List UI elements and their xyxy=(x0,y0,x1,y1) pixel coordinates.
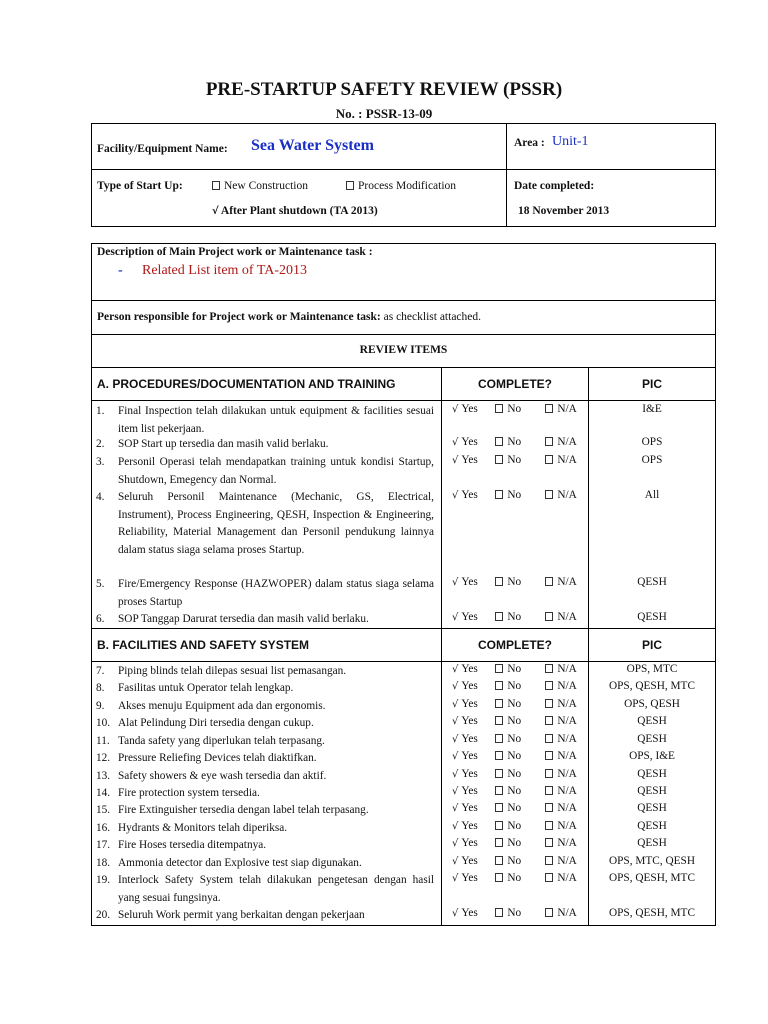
facility-value: Sea Water System xyxy=(251,137,374,154)
main-border-2 xyxy=(91,334,716,335)
complete-status xyxy=(452,489,577,501)
complete-status xyxy=(452,750,577,762)
status-yes: Yes xyxy=(461,907,478,919)
item-number: 20. xyxy=(96,909,111,921)
status-na: N/A xyxy=(557,436,577,448)
status-na: N/A xyxy=(557,698,577,710)
item-pic: OPS, QESH, MTC xyxy=(608,680,695,692)
checkbox-empty-icon xyxy=(495,873,503,882)
status-yes: Yes xyxy=(461,436,478,448)
status-na: N/A xyxy=(557,733,577,745)
complete-status xyxy=(452,837,577,849)
status-na: N/A xyxy=(557,454,577,466)
option-after-shutdown: √ After Plant shutdown (TA 2013) xyxy=(212,205,378,217)
check-icon: √ xyxy=(452,734,459,745)
item-text: Seluruh Work permit yang berkaitan dengan pekerjaan xyxy=(118,909,365,921)
person-responsible xyxy=(97,311,481,323)
check-icon: √ xyxy=(452,716,459,727)
check-icon: √ xyxy=(452,873,459,884)
status-no: No xyxy=(507,837,522,849)
main-border-top xyxy=(91,243,716,244)
info-border-bottom xyxy=(91,226,716,227)
status-no: No xyxy=(507,768,522,780)
checkbox-empty-icon xyxy=(495,404,503,413)
section-a-title: A. PROCEDURES/DOCUMENTATION AND TRAINING xyxy=(97,377,396,391)
checkbox-empty-icon xyxy=(495,786,503,795)
status-na: N/A xyxy=(557,715,577,727)
item-pic: OPS, MTC xyxy=(626,663,678,675)
status-yes: Yes xyxy=(461,750,478,762)
checklist-item xyxy=(96,768,436,785)
complete-status xyxy=(452,733,577,745)
item-pic: I&E xyxy=(642,403,662,415)
status-na: N/A xyxy=(557,855,577,867)
item-number: 12. xyxy=(96,752,111,764)
item-text: Fire Hoses tersedia ditempatnya. xyxy=(118,839,267,851)
status-no: No xyxy=(507,907,522,919)
checkbox-empty-icon xyxy=(545,751,553,760)
checklist-item xyxy=(96,715,436,732)
checkbox-empty-icon xyxy=(495,490,503,499)
item-number: 17. xyxy=(96,839,111,851)
status-no: No xyxy=(507,785,522,797)
checklist-item xyxy=(96,611,436,628)
description-label: Description of Main Project work or Maintenance task : xyxy=(97,246,373,258)
status-no: No xyxy=(507,698,522,710)
facility-label: Facility/Equipment Name: xyxy=(97,143,228,155)
info-border-divider xyxy=(506,123,507,227)
status-no: No xyxy=(507,680,522,692)
item-number: 15. xyxy=(96,804,111,816)
checklist-item xyxy=(96,698,436,715)
status-no: No xyxy=(507,576,522,588)
checklist-item xyxy=(96,872,436,906)
main-border-6 xyxy=(91,661,716,662)
status-na: N/A xyxy=(557,611,577,623)
status-yes: Yes xyxy=(461,611,478,623)
checkbox-empty-icon xyxy=(495,699,503,708)
checklist-item xyxy=(96,802,436,819)
main-border-4 xyxy=(91,400,716,401)
status-yes: Yes xyxy=(461,698,478,710)
item-text: Safety showers & eye wash tersedia dan aktif. xyxy=(118,770,327,782)
status-no: No xyxy=(507,820,522,832)
item-pic: OPS xyxy=(641,436,663,448)
document-number: No. : PSSR-13-09 xyxy=(335,106,433,121)
complete-status xyxy=(452,907,577,919)
item-pic: QESH xyxy=(637,768,667,780)
status-na: N/A xyxy=(557,403,577,415)
item-pic: QESH xyxy=(637,611,667,623)
date-label: Date completed: xyxy=(514,180,595,192)
item-number: 13. xyxy=(96,770,111,782)
item-text: Fasilitas untuk Operator telah lengkap. xyxy=(118,682,294,694)
checkbox-empty-icon xyxy=(495,681,503,690)
item-text: Tanda safety yang diperlukan telah terpasang. xyxy=(118,735,325,747)
item-pic: QESH xyxy=(637,733,667,745)
item-pic: OPS, QESH, MTC xyxy=(608,907,695,919)
status-na: N/A xyxy=(557,837,577,849)
item-text: Interlock Safety System telah dilakukan pengetesan dengan hasil yang sesuai fungsinya. xyxy=(118,874,434,904)
item-text: Pressure Reliefing Devices telah diaktifkan. xyxy=(118,752,317,764)
checklist-item xyxy=(96,750,436,767)
check-icon: √ xyxy=(452,769,459,780)
section-b-pic-header: PIC xyxy=(641,638,662,652)
item-number: 11. xyxy=(96,735,110,747)
check-icon: √ xyxy=(452,664,459,675)
status-no: No xyxy=(507,403,522,415)
status-yes: Yes xyxy=(461,785,478,797)
check-icon: √ xyxy=(452,838,459,849)
status-na: N/A xyxy=(557,907,577,919)
option-new-construction: New Construction xyxy=(212,180,308,192)
main-border-bottom xyxy=(91,925,716,926)
status-yes: Yes xyxy=(461,403,478,415)
checkbox-empty-icon xyxy=(495,908,503,917)
item-text: Ammonia detector dan Explosive test siap digunakan. xyxy=(118,857,362,869)
checkbox-empty-icon xyxy=(545,838,553,847)
description-value: Related List item of TA-2013 xyxy=(142,263,308,278)
item-pic: OPS xyxy=(641,454,663,466)
check-icon: √ xyxy=(452,803,459,814)
checklist-item xyxy=(96,785,436,802)
check-icon: √ xyxy=(452,751,459,762)
checkbox-empty-icon xyxy=(495,856,503,865)
item-number: 4. xyxy=(96,491,105,503)
section-a-pic-header: PIC xyxy=(641,377,662,391)
item-number: 16. xyxy=(96,822,111,834)
status-no: No xyxy=(507,872,522,884)
complete-status xyxy=(452,768,577,780)
status-na: N/A xyxy=(557,768,577,780)
item-pic: All xyxy=(644,489,660,501)
complete-status xyxy=(452,715,577,727)
checkbox-empty-icon xyxy=(495,821,503,830)
check-icon: √ xyxy=(452,681,459,692)
item-number: 8. xyxy=(96,682,105,694)
checkbox-empty-icon xyxy=(495,612,503,621)
checklist-item xyxy=(96,576,436,610)
status-yes: Yes xyxy=(461,680,478,692)
status-yes: Yes xyxy=(461,837,478,849)
status-na: N/A xyxy=(557,663,577,675)
status-no: No xyxy=(507,750,522,762)
check-icon: √ xyxy=(452,577,459,588)
checkbox-empty-icon xyxy=(545,716,553,725)
item-text: Final Inspection telah dilakukan untuk equipment & facilities sesuai item list pekerjaan. xyxy=(118,405,434,435)
status-yes: Yes xyxy=(461,768,478,780)
checkbox-empty-icon xyxy=(545,821,553,830)
status-no: No xyxy=(507,454,522,466)
item-pic: QESH xyxy=(637,715,667,727)
complete-status xyxy=(452,454,577,466)
checkbox-empty-icon xyxy=(495,803,503,812)
checkbox-empty-icon xyxy=(212,181,220,190)
check-icon: √ xyxy=(452,856,459,867)
check-icon: √ xyxy=(452,437,459,448)
checkbox-empty-icon xyxy=(545,803,553,812)
status-yes: Yes xyxy=(461,663,478,675)
area-label: Area : xyxy=(514,137,545,149)
status-yes: Yes xyxy=(461,489,478,501)
item-number: 19. xyxy=(96,874,111,886)
item-number: 1. xyxy=(96,405,105,417)
status-na: N/A xyxy=(557,785,577,797)
status-yes: Yes xyxy=(461,855,478,867)
item-pic: QESH xyxy=(637,785,667,797)
section-b-title: B. FACILITIES AND SAFETY SYSTEM xyxy=(97,638,310,652)
check-icon: √ xyxy=(212,206,219,217)
item-pic: OPS, I&E xyxy=(629,750,675,762)
complete-status xyxy=(452,680,577,692)
status-yes: Yes xyxy=(461,872,478,884)
description-bullet: - xyxy=(118,263,123,278)
complete-status xyxy=(452,872,577,884)
checklist-item xyxy=(96,733,436,750)
item-number: 18. xyxy=(96,857,111,869)
item-text: SOP Tanggap Darurat tersedia dan masih valid berlaku. xyxy=(118,613,369,625)
checklist-item xyxy=(96,855,436,872)
item-number: 9. xyxy=(96,700,105,712)
status-na: N/A xyxy=(557,802,577,814)
item-number: 6. xyxy=(96,613,105,625)
complete-status xyxy=(452,611,577,623)
status-yes: Yes xyxy=(461,715,478,727)
checkbox-empty-icon xyxy=(495,769,503,778)
complete-status xyxy=(452,785,577,797)
item-text: Fire/Emergency Response (HAZWOPER) dalam status siaga selama proses Startup xyxy=(118,578,434,608)
item-text: Seluruh Personil Maintenance (Mechanic, GS, Electrical, Instrument), Process Engineering, QESH, Inspection & Engineering, Reliability, Material Management dan Personil pendukung lainnya dalam status siaga selama proses Startup. xyxy=(118,491,434,556)
info-border-top xyxy=(91,123,716,124)
item-number: 7. xyxy=(96,665,105,677)
info-border-left xyxy=(91,123,92,227)
complete-status xyxy=(452,403,577,415)
checkbox-empty-icon xyxy=(545,734,553,743)
item-pic: QESH xyxy=(637,837,667,849)
checklist-item xyxy=(96,837,436,854)
item-number: 14. xyxy=(96,787,111,799)
checkbox-empty-icon xyxy=(495,577,503,586)
status-yes: Yes xyxy=(461,576,478,588)
main-border-3 xyxy=(91,367,716,368)
status-yes: Yes xyxy=(461,733,478,745)
checkbox-empty-icon xyxy=(545,577,553,586)
person-label: Person responsible for Project work or Maintenance task: xyxy=(97,311,381,323)
check-icon: √ xyxy=(452,908,459,919)
checkbox-empty-icon xyxy=(545,490,553,499)
status-na: N/A xyxy=(557,750,577,762)
checkbox-empty-icon xyxy=(545,455,553,464)
complete-status xyxy=(452,698,577,710)
section-a-complete-header: COMPLETE? xyxy=(478,377,552,391)
info-border-mid xyxy=(91,169,716,170)
status-no: No xyxy=(507,663,522,675)
complete-status xyxy=(452,855,577,867)
check-icon: √ xyxy=(452,699,459,710)
status-no: No xyxy=(507,715,522,727)
checkbox-empty-icon xyxy=(545,437,553,446)
item-text: Fire protection system tersedia. xyxy=(118,787,260,799)
checkbox-empty-icon xyxy=(495,455,503,464)
date-value: 18 November 2013 xyxy=(518,205,610,217)
item-pic: QESH xyxy=(637,576,667,588)
item-pic: OPS, QESH xyxy=(624,698,680,710)
checklist-item xyxy=(96,403,436,437)
checkbox-empty-icon xyxy=(545,681,553,690)
checkbox-empty-icon xyxy=(545,856,553,865)
status-yes: Yes xyxy=(461,820,478,832)
check-icon: √ xyxy=(452,455,459,466)
checkbox-empty-icon xyxy=(545,769,553,778)
info-border-right xyxy=(715,123,716,227)
check-icon: √ xyxy=(452,612,459,623)
item-text: Alat Pelindung Diri tersedia dengan cukup. xyxy=(118,717,314,729)
check-icon: √ xyxy=(452,786,459,797)
item-pic: OPS, MTC, QESH xyxy=(608,855,695,867)
status-na: N/A xyxy=(557,820,577,832)
item-number: 2. xyxy=(96,438,105,450)
item-text: SOP Start up tersedia dan masih valid berlaku. xyxy=(118,438,329,450)
check-icon: √ xyxy=(452,404,459,415)
complete-status xyxy=(452,802,577,814)
document-title: PRE-STARTUP SAFETY REVIEW (PSSR) xyxy=(205,79,563,100)
checkbox-empty-icon xyxy=(495,838,503,847)
status-yes: Yes xyxy=(461,802,478,814)
item-number: 3. xyxy=(96,456,105,468)
complete-status xyxy=(452,576,577,588)
checkbox-empty-icon xyxy=(495,664,503,673)
item-text: Fire Extinguisher tersedia dengan label telah terpasang. xyxy=(118,804,369,816)
item-text: Piping blinds telah dilepas sesuai list pemasangan. xyxy=(118,665,347,677)
main-border-1 xyxy=(91,300,716,301)
check-icon: √ xyxy=(452,821,459,832)
status-na: N/A xyxy=(557,680,577,692)
status-no: No xyxy=(507,733,522,745)
checkbox-empty-icon xyxy=(495,716,503,725)
status-no: No xyxy=(507,489,522,501)
checkbox-empty-icon xyxy=(545,664,553,673)
checklist-item xyxy=(96,436,436,453)
checklist-item xyxy=(96,820,436,837)
status-no: No xyxy=(507,855,522,867)
checklist-item xyxy=(96,489,436,576)
checkbox-empty-icon xyxy=(495,734,503,743)
checklist-item xyxy=(96,907,436,924)
checkbox-empty-icon xyxy=(495,437,503,446)
area-value: Unit-1 xyxy=(552,134,589,149)
checklist-item xyxy=(96,680,436,697)
checklist-item xyxy=(96,663,436,680)
checkbox-empty-icon xyxy=(545,699,553,708)
checkbox-empty-icon xyxy=(545,612,553,621)
review-items-title: REVIEW ITEMS xyxy=(359,344,448,356)
checkbox-empty-icon xyxy=(495,751,503,760)
checklist-item xyxy=(96,454,436,488)
complete-status xyxy=(452,663,577,675)
section-b-complete-header: COMPLETE? xyxy=(478,638,552,652)
checkbox-empty-icon xyxy=(545,786,553,795)
item-text: Personil Operasi telah mendapatkan training untuk kondisi Startup, Shutdown, Emegency dan Normal. xyxy=(118,456,434,486)
person-value: as checklist attached. xyxy=(383,311,482,323)
item-number: 5. xyxy=(96,578,105,590)
status-na: N/A xyxy=(557,489,577,501)
item-text: Akses menuju Equipment ada dan ergonomis. xyxy=(118,700,326,712)
checkbox-empty-icon xyxy=(545,873,553,882)
status-no: No xyxy=(507,436,522,448)
checkbox-empty-icon xyxy=(545,404,553,413)
item-number: 10. xyxy=(96,717,111,729)
checkbox-empty-icon xyxy=(346,181,354,190)
check-icon: √ xyxy=(452,490,459,501)
status-no: No xyxy=(507,611,522,623)
startup-type-label: Type of Start Up: xyxy=(97,180,183,192)
item-pic: QESH xyxy=(637,820,667,832)
status-na: N/A xyxy=(557,872,577,884)
complete-status xyxy=(452,820,577,832)
checkbox-empty-icon xyxy=(545,908,553,917)
status-yes: Yes xyxy=(461,454,478,466)
option-process-modification: Process Modification xyxy=(346,180,456,192)
status-no: No xyxy=(507,802,522,814)
item-pic: QESH xyxy=(637,802,667,814)
status-na: N/A xyxy=(557,576,577,588)
item-pic: OPS, QESH, MTC xyxy=(608,872,695,884)
item-text: Hydrants & Monitors telah diperiksa. xyxy=(118,822,288,834)
complete-status xyxy=(452,436,577,448)
